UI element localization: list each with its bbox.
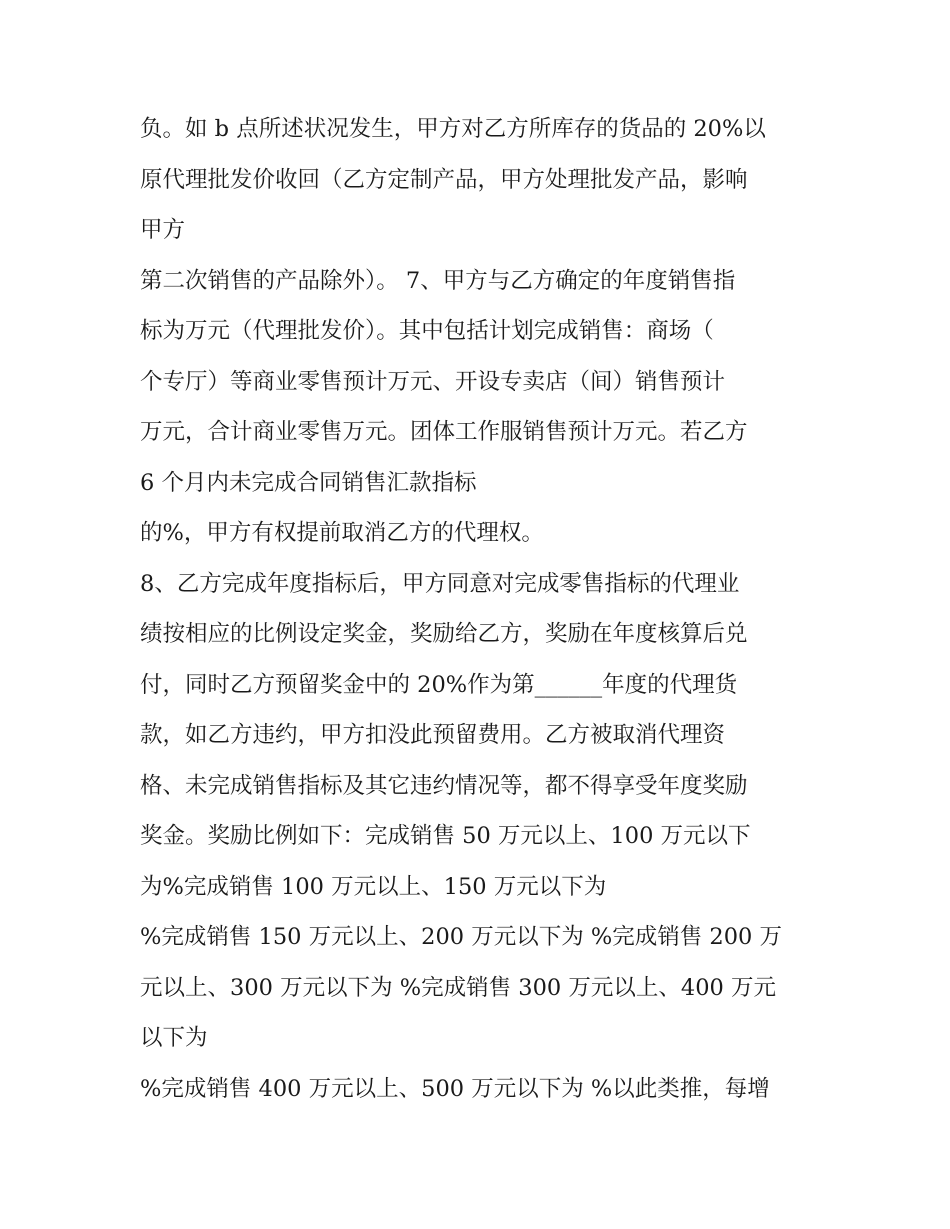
text-line: 奖金。奖励比例如下：完成销售 50 万元以上、100 万元以下 xyxy=(140,823,751,849)
text-line: %完成销售 400 万元以上、500 万元以下为 %以此类推，每增 xyxy=(140,1075,770,1102)
text-line: 绩按相应的比例设定奖金，奖励给乙方，奖励在年度核算后兑 xyxy=(140,621,748,647)
text-line: %完成销售 150 万元以上、200 万元以下为 %完成销售 200 万 xyxy=(140,924,783,950)
text-line: 负。如 b 点所述状况发生，甲方对乙方所库存的货品的 20%以 xyxy=(140,116,766,142)
text-line: 第二次销售的产品除外）。 7、甲方与乙方确定的年度销售指 xyxy=(140,267,736,294)
text-line: 甲方 xyxy=(140,217,186,243)
text-line: 6 个月内未完成合同销售汇款指标 xyxy=(140,469,477,496)
text-line: 款，如乙方违约，甲方扣没此预留费用。乙方被取消代理资 xyxy=(140,722,726,748)
text-line: 的%，甲方有权提前取消乙方的代理权。 xyxy=(140,520,544,546)
text-line: 格、未完成销售指标及其它违约情况等，都不得享受年度奖励 xyxy=(140,772,748,799)
text-line: 原代理批发价收回（乙方定制产品，甲方处理批发产品，影响 xyxy=(140,166,748,193)
text-line: 为%完成销售 100 万元以上、150 万元以下为 xyxy=(140,873,607,900)
text-line: 以下为 xyxy=(140,1025,208,1051)
text-line: 标为万元（代理批发价）。其中包括计划完成销售：商场（ xyxy=(140,318,714,344)
text-line: 万元，合计商业零售万元。团体工作服销售预计万元。若乙方 xyxy=(140,419,748,445)
text-line: 个专厅）等商业零售预计万元、开设专卖店（间）销售预计 xyxy=(140,368,726,395)
text-line: 元以上、300 万元以下为 %完成销售 300 万元以上、400 万元 xyxy=(140,974,776,1001)
text-line: 8、乙方完成年度指标后，甲方同意对完成零售指标的代理业 xyxy=(140,570,740,597)
text-line: 付，同时乙方预留奖金中的 20%作为第______年度的代理货 xyxy=(140,671,738,698)
contract-text-body xyxy=(140,104,830,1114)
